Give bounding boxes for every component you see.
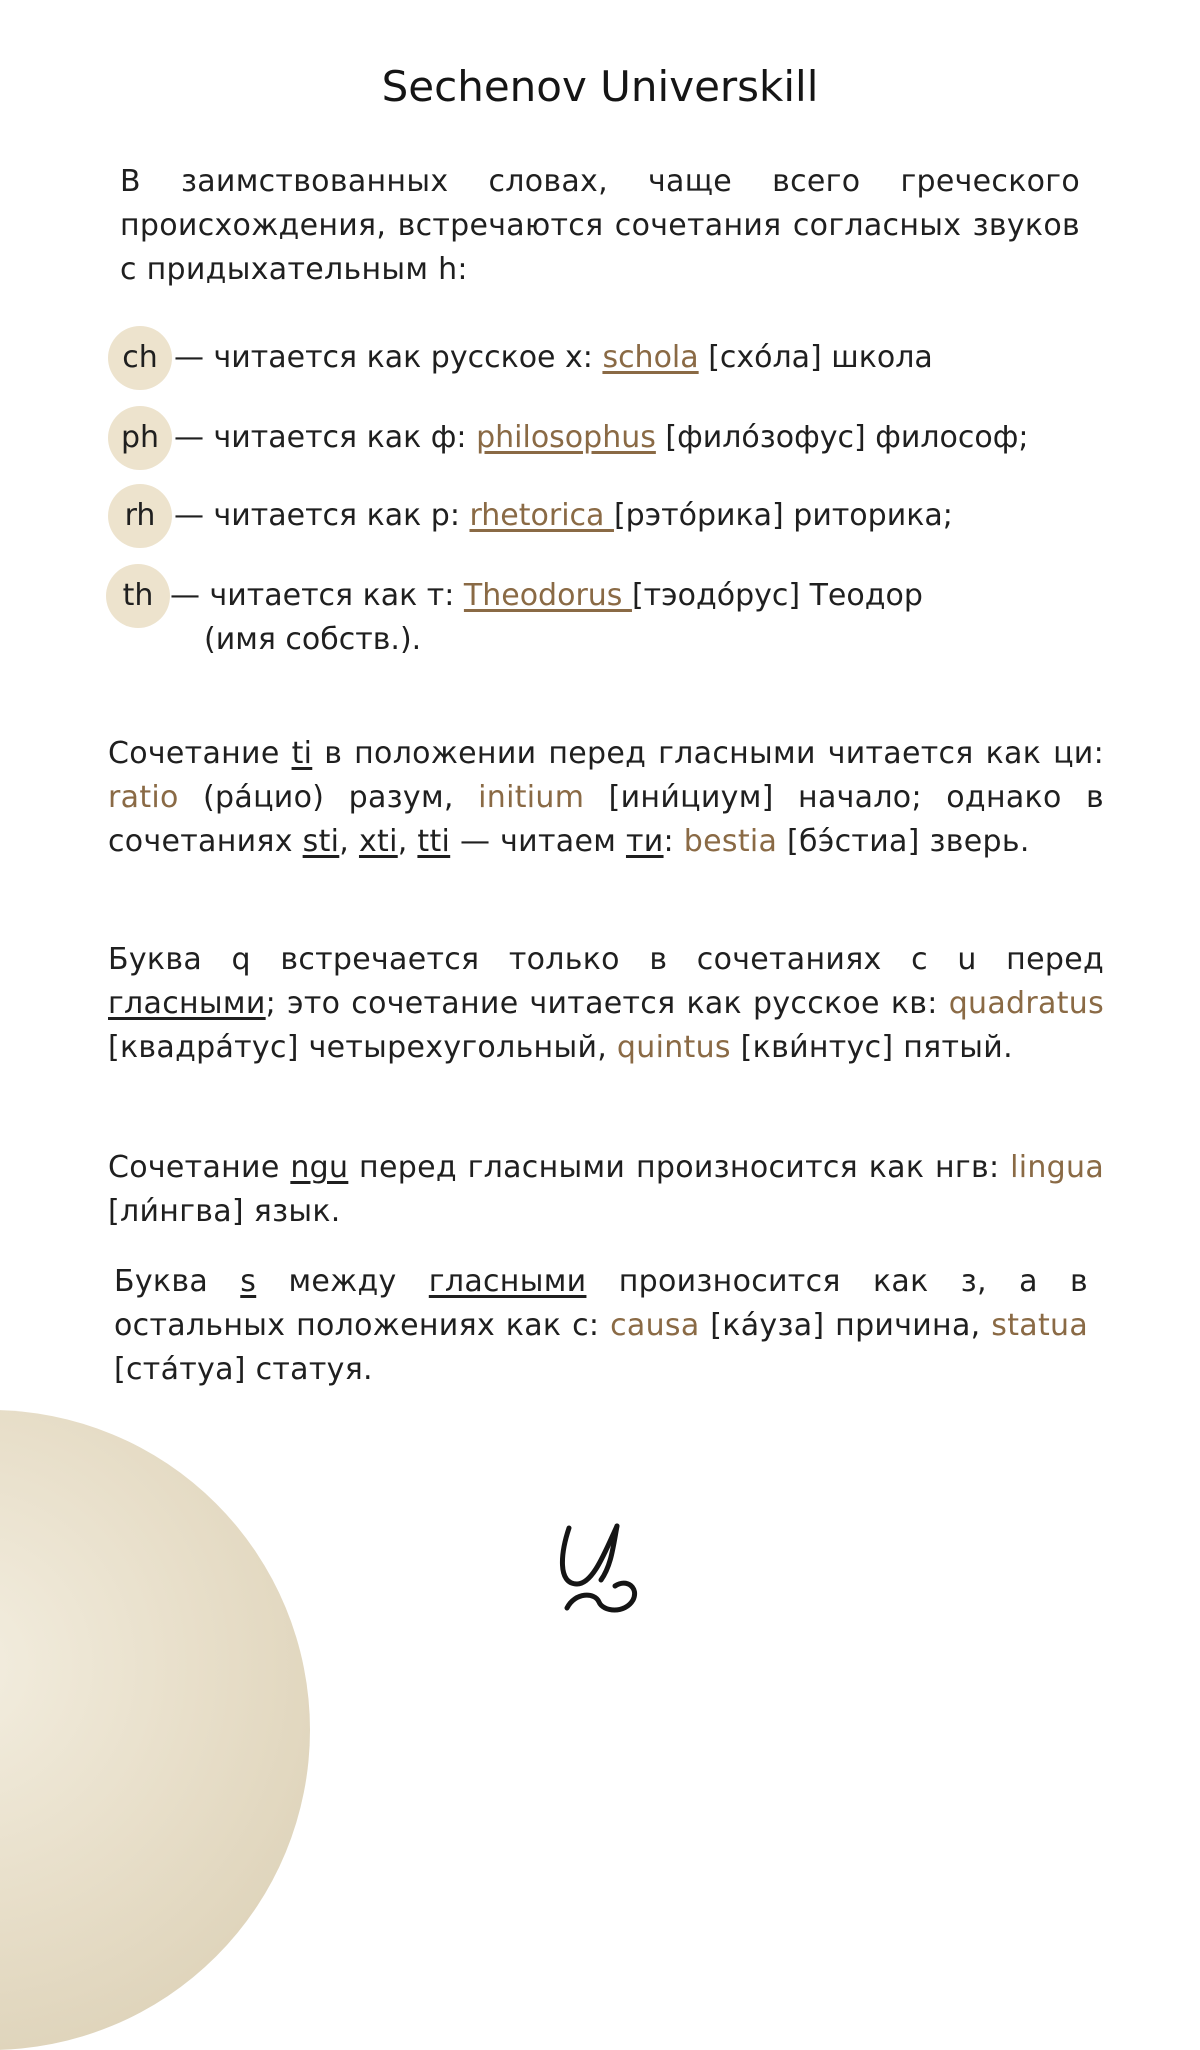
rule-th: — читается как т: Theodorus [тэодо́рус] Теодор [170, 578, 923, 613]
decorative-corner-circle [0, 1410, 310, 2050]
paragraph-ngu: Сочетание ngu перед гласными произносится как нгв: lingua [ли́нгва] язык. [108, 1150, 1105, 1229]
latin-word-initium: initium [478, 780, 585, 815]
example-link-philosophus[interactable]: philosophus [476, 420, 656, 455]
latin-word-bestia: bestia [683, 824, 778, 859]
rule-rh: — читается как р: rhetorica [рэто́рика] риторика; [174, 498, 953, 533]
latin-word-lingua: lingua [1010, 1150, 1105, 1185]
example-link-theodorus[interactable]: Theodorus [463, 578, 632, 613]
digraph-badge-ch: ch [108, 326, 172, 390]
digraph-badge-ph: ph [108, 406, 172, 470]
latin-word-quintus: quintus [616, 1030, 731, 1065]
example-link-rhetorica[interactable]: rhetorica [469, 498, 614, 533]
paragraph-ti: Сочетание ti в положении перед гласными читается как ци: ratio (ра́цио) разум, initium [ини́циум] начало; однако в сочетаниях sti, xti, tti — читаем ти: bestia [бэ́стиа] зверь. [108, 736, 1105, 859]
latin-word-causa: causa [610, 1308, 700, 1343]
latin-word-ratio: ratio [108, 780, 179, 815]
digraph-badge-th: th [106, 564, 170, 628]
paragraph-q: Буква q встречается только в сочетаниях с u перед гласными; это сочетание читается как русское кв: quadratus [квадра́тус] четырехугольный, quintus [кви́нтус] пятый. [108, 942, 1104, 1065]
example-link-schola[interactable]: schola [602, 340, 699, 375]
universkill-logo-icon [555, 1522, 645, 1614]
paragraph-s: Буква s между гласными произносится как з, а в остальных положениях как с: causa [ка́уза] причина, statua [ста́туа] статуя. [114, 1264, 1089, 1387]
latin-word-quadratus: quadratus [948, 986, 1104, 1021]
rule-ph: — читается как ф: philosophus [фило́зофус] философ; [174, 420, 1029, 455]
digraph-badge-rh: rh [108, 484, 172, 548]
intro-paragraph: В заимствованных словах, чаще всего греческого происхождения, встречаются сочетания согласных звуков с придыхательным h: [120, 164, 1080, 287]
page-title: Sechenov Universkill [381, 62, 819, 111]
latin-word-statua: statua [991, 1308, 1089, 1343]
rule-th-continuation: (имя собств.). [204, 622, 422, 657]
rule-ch: — читается как русское х: schola [схо́ла] школа [174, 340, 933, 375]
